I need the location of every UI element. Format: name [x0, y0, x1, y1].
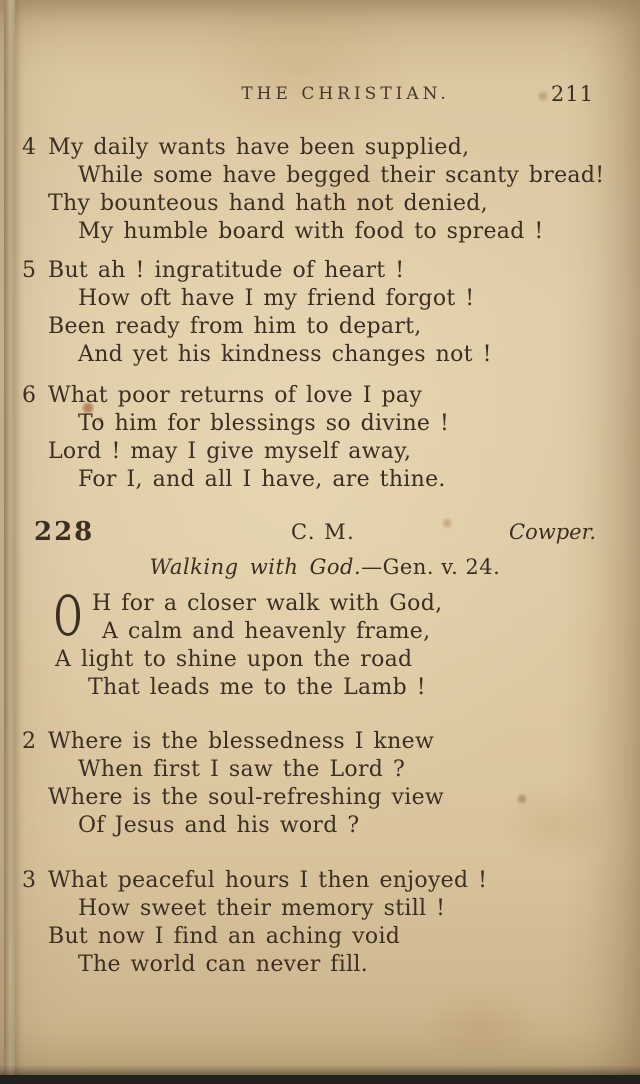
hymn-header [0, 517, 640, 549]
page-number: 211 [550, 82, 594, 106]
bottom-edge-shadow [0, 1065, 640, 1075]
running-header-title: THE CHRISTIAN. [241, 84, 450, 104]
running-header [0, 84, 640, 110]
hymn-subtitle [0, 555, 640, 579]
verse-line: But now I find an aching void [48, 924, 401, 949]
hymn-subtitle-title: Walking with God. [149, 555, 362, 579]
verse-line: The world can never fill. [78, 952, 369, 977]
verse-line: Where is the blessedness I knew [48, 729, 435, 754]
verse-line: How sweet their memory still ! [78, 896, 446, 921]
verse-line: Lord ! may I give myself away, [48, 439, 412, 464]
page-content [0, 84, 640, 979]
verse-6 [0, 382, 640, 494]
verse-line: My daily wants have been supplied, [48, 135, 470, 160]
verse-line: To him for blessings so divine ! [78, 411, 450, 436]
verse-line: Thy bounteous hand hath not denied, [48, 191, 488, 216]
verse-line: That leads me to the Lamb ! [88, 675, 426, 700]
verse-number: 5 [22, 258, 37, 283]
verse-4 [0, 134, 640, 246]
drop-cap-letter [54, 584, 84, 648]
verse-line: Of Jesus and his word ? [78, 813, 360, 838]
verse-3 [0, 867, 640, 979]
hymn-author: Cowper. [509, 520, 596, 544]
verse-line: H for a closer walk with God, [92, 591, 443, 616]
verse-line: While some have begged their scanty bread! [78, 163, 605, 188]
verse-line: What poor returns of love I pay [48, 383, 423, 408]
verse-2 [0, 728, 640, 840]
verse-number: 6 [22, 383, 37, 408]
verse-line: And yet his kindness changes not ! [78, 342, 492, 367]
hymn-number: 228 [34, 517, 95, 547]
verse-line: But ah ! ingratitude of heart ! [48, 258, 405, 283]
verse-line: For I, and all I have, are thine. [78, 467, 446, 492]
verse-line: When first I saw the Lord ? [78, 757, 406, 782]
drop-cap-glyph: O [54, 584, 83, 648]
verse-line: Where is the soul-refreshing view [48, 785, 445, 810]
page-edge-strip [4, 0, 15, 1084]
verse-line: My humble board with food to spread ! [78, 219, 544, 244]
verse-line: A light to shine upon the road [55, 647, 413, 672]
verse-number: 2 [22, 729, 37, 754]
verse-1 [0, 584, 640, 702]
verse-line: What peaceful hours I then enjoyed ! [48, 868, 488, 893]
hymn-subtitle-reference: —Gen. v. 24. [361, 555, 501, 579]
verse-line: A calm and heavenly frame, [102, 619, 431, 644]
bottom-edge [0, 1075, 640, 1084]
binding-edge [0, 0, 4, 1084]
hymn-meter: C. M. [291, 520, 356, 544]
verse-line: How oft have I my friend forgot ! [78, 286, 475, 311]
verse-line: Been ready from him to depart, [48, 314, 422, 339]
verse-number: 4 [22, 135, 37, 160]
verse-5 [0, 257, 640, 369]
verse-number: 3 [22, 868, 37, 893]
